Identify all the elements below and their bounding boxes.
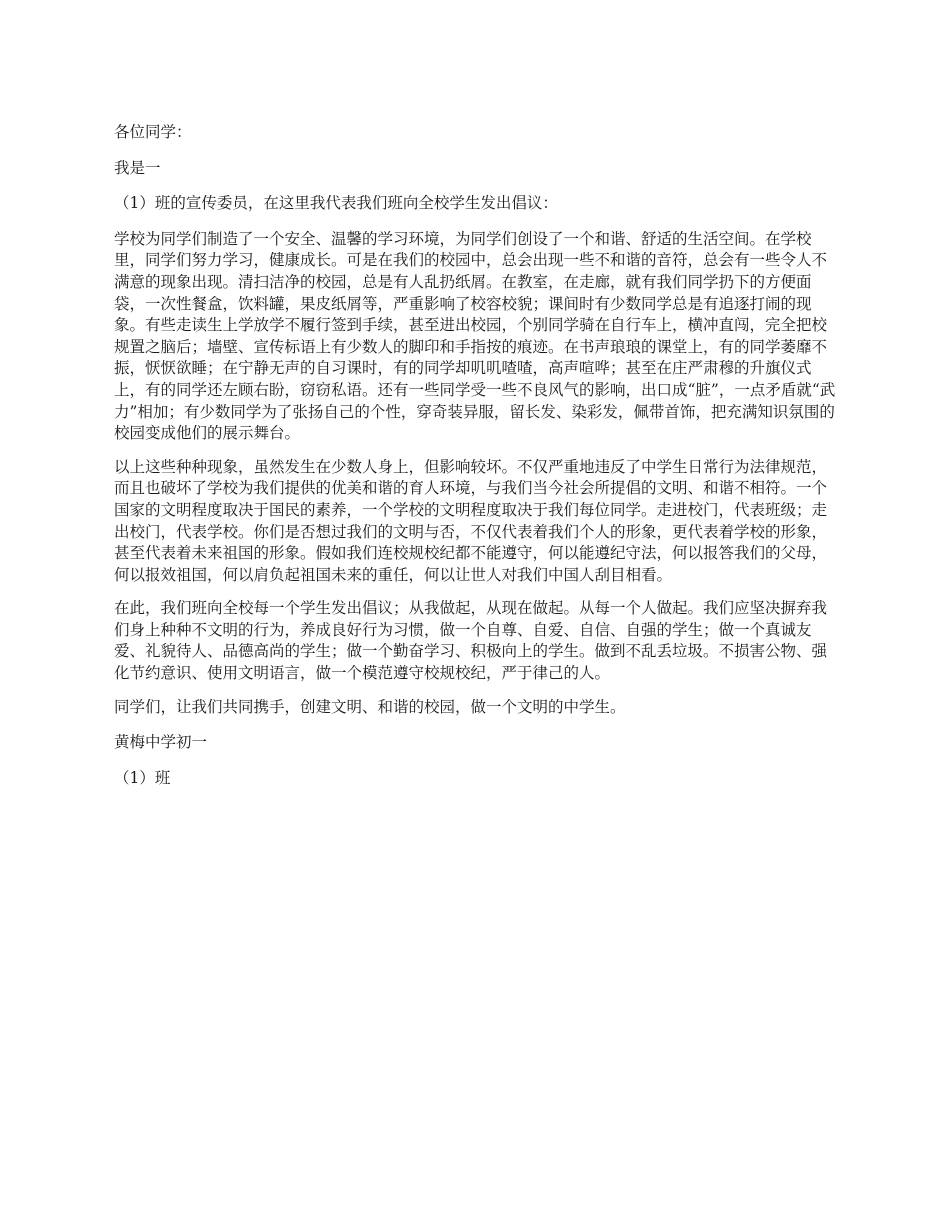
intro-line-2: （1）班的宣传委员，在这里我代表我们班向全校学生发出倡议： [114, 194, 558, 213]
signature-class: （1）班 [114, 768, 171, 787]
paragraph-impact: 以上这些种种现象，虽然发生在少数人身上，但影响较坏。不仅严重地违反了中学生日常行为法律规范，而且也破坏了学校为我们提供的优美和谐的育人环境，与我们当今社会所提倡的文明、和谐不相符。一个国家的文明程度取决于国民的素养，一个学校的文明程度取决于我们每位同学。走进校门，代表班级；走出校门，代表学校。你们是否想过我们的文明与否，不仅代表着我们个人的形象，更代表着学校的形象，甚至代表着未来祖国的形象。假如我们连校规校纪都不能遵守，何以能遵纪守法，何以报答我们的父母，何以报效祖国，何以肩负起祖国未来的重任，何以让世人对我们中国人刮目相看。 [114, 457, 828, 584]
paragraph-closing: 同学们，让我们共同携手，创建文明、和谐的校园，做一个文明的中学生。 [114, 697, 626, 716]
salutation: 各位同学： [114, 123, 192, 141]
paragraph-problems: 学校为同学们制造了一个安全、温馨的学习环境，为同学们创设了一个和谐、舒适的生活空间。在学校里，同学们努力学习，健康成长。可是在我们的校园中，总会出现一些不和谐的音符，总会有一些令人不满意的现象出现。清扫洁净的校园，总是有人乱扔纸屑。在教室，在走廊，就有我们同学扔下的方便面袋，一次性餐盒，饮料罐，果皮纸屑等，严重影响了校容校貌；课间时有少数同学总是有追逐打闹的现象。有些走读生上学放学不履行签到手续，甚至进出校园，个别同学骑在自行车上，横冲直闯，完全把校规置之脑后；墙壁、宣传标语上有少数人的脚印和手指按的痕迹。在书声琅琅的课堂上，有的同学萎靡不振，恹恹欲睡；在宁静无声的自习课时，有的同学却叽叽喳喳，高声喧哗；甚至在庄严肃穆的升旗仪式上，有的同学还左顾右盼，窃窃私语。还有一些同学受一些不良风气的影响，出口成“脏”，一点矛盾就“武力”相加；有少数同学为了张扬自己的个性，穿奇装异服，留长发、染彩发，佩带首饰，把充满知识氛围的校园变成他们的展示舞台。 [114, 229, 836, 443]
document-body [114, 122, 840, 803]
signature-school: 黄梅中学初一 [114, 733, 208, 752]
intro-line-1: 我是一 [114, 158, 161, 177]
paragraph-proposal: 在此，我们班向全校每一个学生发出倡议；从我做起，从现在做起。从每一个人做起。我们应坚决摒弃我们身上种种不文明的行为，养成良好行为习惯，做一个自尊、自爱、自信、自强的学生；做一个真诚友爱、礼貌待人、品德高尚的学生；做一个勤奋学习、积极向上的学生。做到不乱丢垃圾。不损害公物、强化节约意识、使用文明语言，做一个模范遵守校规校纪，严于律己的人。 [114, 599, 828, 683]
